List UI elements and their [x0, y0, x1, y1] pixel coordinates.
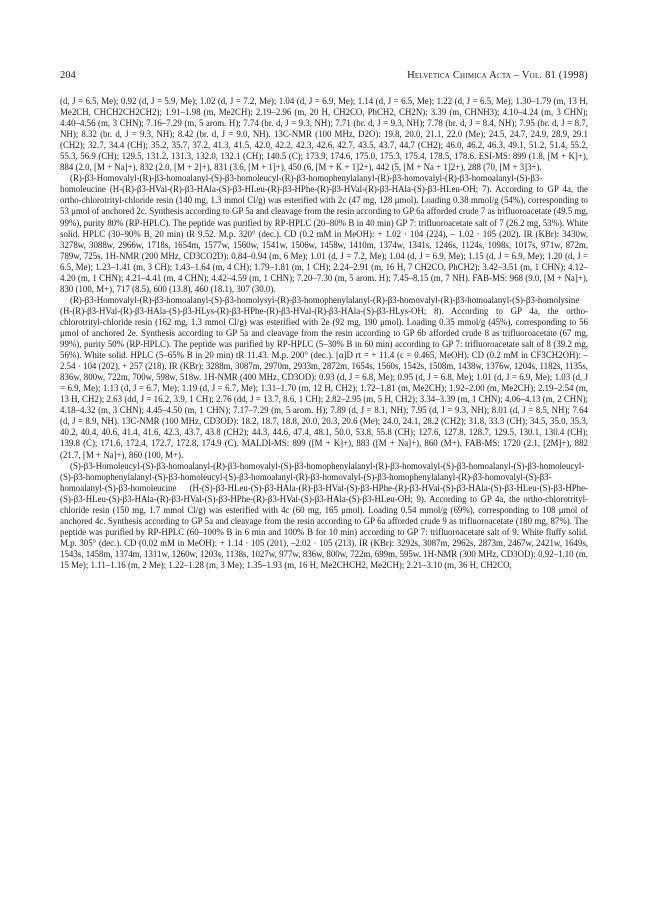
paragraph-compound-9: (S)-β3-Homoleucyl-(S)-β3-homoalanyl-(R)-β3-homovalyl-(S)-β3-homophenylalanyl-(R)-β3-homovalyl-(S)-β3-homoalanyl-(S)-β3-homoleucyl-(S)-β3-homophenylalanyl-(S)-β3-homoleucyl-(S)-β3-homoalanyl-(R)-β3-homovalyl-(S)-β3-homophenylalanyl-(R)-β3-homovalyl-(S)-β3-homoalanyl-(S)-β3-homoleucine (H-(S)-β3-HLeu-(S)-β3-HAla-(R)-β3-HVal-(S)-β3-HPhe-(R)-β3-HVal-(S)-β3-HAla-(S)-β3-HLeu-(S)-β3-HPhe-(S)-β3-HLeu-(S)-β3-HAla-(R)-β3-HVal-(S)-β3-HPhe-(R)-β3-HVal-(S)-β3-HAla-(S)-β3-HLeu-OH; 9). According to GP 4a, the ortho-chlorotrityl-chloride resin (150 mg, 1.7 mmol Cl/g) was esterified with 4c (60 mg, 165 μmol). Loading 0.54 mmol/g (69%), corresponding to 108 μmol of anchored 4c. Synthesis according to GP 5a and cleavage from the resin according to GP 6a afforded crude 9 as trifluoroacetate (180 mg, 87%). The peptide was purified by RP-HPLC (60–100% B in 6 min and 100% B for 10 min) according to GP 7: trifluoroacetate salt of 9. White fluffy solid. M.p. 305° (dec.). CD (0.02 mM in MeOH): + 1.14 · 105 (201), –2.02 · 105 (213). IR (KBr): 3292s, 3087m, 2962s, 2873m, 2467w, 2421w, 1649s, 1543s, 1458m, 1374m, 1311w, 1260w, 1203s, 1138s, 1027w, 977w, 836w, 800w, 722m, 699m, 595w. 1H-NMR (300 MHz, CD3OD): 0.92–1.10 (m, 15 Me); 1.11–1.16 (m, 2 Me); 1.22–1.28 (m, 3 Me); 1.35–1.93 (m, 16 H, Me2CHCH2, Me2CH); 2.21–3.10 (m, 36 H, CH2CO, [60, 460, 588, 570]
article-body [60, 96, 588, 571]
paragraph-compound-8: (R)-β3-Homovalyl-(R)-β3-homoalanyl-(S)-β3-homolysyl-(R)-β3-homophenylalanyl-(R)-β3-homovalyl-(R)-β3-homoalanyl-(S)-β3-homolysine (H-(R)-β3-HVal-(R)-β3-HAla-(S)-β3-HLys-(R)-β3-HPhe-(R)-β3-HVal-(R)-β3-HAla-(S)-β3-HLys-OH; 8). According to GP 4a, the ortho-chlorotrityl-chloride resin (162 mg, 1.3 mmol Cl/g) was esterified with 2e (92 mg, 190 μmol). Loading 0.35 mmol/g (45%), corresponding to 56 μmol of anchored 2e. Synthesis according to GP 5a and cleavage from the resin according to GP 6b afforded crude 8 as trifluoroacetate (67 mg, 99%), purity 50% (RP-HPLC). The peptide was purified by RP-HPLC (5–30% B in 60 min) according to GP 7: trifluoroacetate salt of 8 (39.2 mg, 56%). White solid. HPLC (5–65% B in 20 min) tR 11.43. M.p. 200° (dec.). [α]D rt = + 11.4 (c = 0.465, MeOH). CD (0.2 mM in CF3CH2OH): –2.54 · 104 (202), + 257 (218). IR (KBr): 3288m, 3087m, 2970m, 2933m, 2872m, 1654s, 1560s, 1542s, 1508m, 1438w, 1376w, 1204s, 1182s, 1135s, 836w, 800w, 722m, 700w, 598w, 518w. 1H-NMR (400 MHz, CD3OD): 0.93 (d, J = 6.8, Me); 0.95 (d, J = 6.8, Me); 1.01 (d, J = 6.9, Me); 1.03 (d, J = 6.9, Me); 1.13 (d, J = 6.7, Me); 1.19 (d, J = 6.7, Me); 1.31–1.70 (m, 12 H, CH2); 1.72–1.81 (m, Me2CH); 1.92–2.00 (m, Me2CH); 2.19–2.54 (m, 13 H, CH2); 2.63 (dd, J = 16.2, 3.9, 1 CH); 2.76 (dd, J = 13.7, 8.6, 1 CH); 2.82–2.95 (m, 5 H, CH2); 3.34–3.39 (m, 1 CHN); 4.06–4.13 (m, 2 CHN); 4.18–4.32 (m, 3 CHN); 4.45–4.50 (m, 1 CHN); 7.17–7.29 (m, 5 arom. H); 7.89 (d, J = 8.1, NH); 7.95 (d, J = 9.3, NH); 8.01 (d, J = 8.5, NH); 7.64 (d, J = 8.9, NH). 13C-NMR (100 MHz, CD3OD): 18.2, 18.7, 18.8, 20.0, 20.3, 20.6 (Me); 24.0, 24.1, 28.2 (CH2); 31.8, 33.3 (CH); 34.5, 35.0, 35.3, 40.2, 40.4, 40.6, 41.4, 41.6, 42.3, 43.7, 43.8 (CH2); 44.3, 44.6, 47.4, 48.1, 50.0, 53.8, 55.8 (CH); 127.6, 127.8, 128.7, 129.5, 130.1, 130.4 (CH); 139.8 (C); 171.6, 172.4, 172.7, 172.8, 174.9 (C). MALDI-MS: 899 ([M + K]+), 883 ([M + Na]+), 860 (M+). FAB-MS: 1720 (2.1, [2M]+), 882 (21.7, [M + Na]+), 860 (100, M+). [60, 294, 588, 460]
paragraph-nmr-continuation: (d, J = 6.5, Me); 0.92 (d, J = 5.9, Me); 1.02 (d, J = 7.2, Me); 1.04 (d, J = 6.9, Me); 1.14 (d, J = 6.5, Me); 1.22 (d, J = 6.5, Me); 1.30–1.79 (m, 13 H, Me2CH, CHCH2CH2CH2); 1.91–1.98 (m, Me2CH); 2.19–2.96 (m, 20 H, CH2CO, PhCH2, CH2N); 3.39 (m, CHNH3); 4.10–4.24 (m, 3 CHN); 4.40–4.56 (m, 3 CHN); 7.16–7.29 (m, 5 arom. H); 7.74 (br. d, J = 9.3, NH); 7.71 (br. d, J = 9.3, NH); 7.78 (br. d, J = 8.4, NH); 7.95 (br. d, J = 8.7, NH); 8.32 (br. d, J = 9.3, NH); 8.42 (br. d, J = 9.0, NH). 13C-NMR (100 MHz, D2O): 19.8, 20.0, 21.1, 22.0 (Me); 24.5, 24.7, 24.9, 28.9, 29.1 (CH2); 32.7, 34.4 (CH); 35.2, 35.7, 37.2, 41.3, 41.5, 42.0, 42.2, 42.3, 42.6, 42.7, 43.5, 43.7, 44.7 (CH2); 46.0, 46.2, 46.3, 49.1, 51.2, 51.4, 55.2, 55.3, 56.9 (CH); 129.5, 131.2, 131.3, 132.0, 132.1 (CH); 140.5 (C); 173.9, 174.6, 175.0, 175.3, 175.4, 178.5, 178.6. ESI-MS: 899 (1.8, [M + K]+), 884 (2.0, [M + Na]+), 832 (2.0, [M + 2]+), 831 (3.6, [M + 1]+), 450 (6, [M + K + 1]2+), 442 (5, [M + Na + 1]2+), 288 (70, [M + 3]3+). [60, 96, 588, 173]
paragraph-compound-7: (R)-β3-Homovalyl-(R)-β3-homoalanyl-(S)-β3-homoleucyl-(R)-β3-homophenylalanyl-(R)-β3-homovalyl-(R)-β3-homoalanyl-(S)-β3-homoleucine (H-(R)-β3-HVal-(R)-β3-HAla-(S)-β3-HLeu-(R)-β3-HPhe-(R)-β3-HVal-(R)-β3-HAla-(S)-β3-HLeu-OH; 7). According to GP 4a, the ortho-chlorotrityl-chloride resin (140 mg, 1.3 mmol Cl/g) was esterified with 2c (47 mg, 128 μmol). Loading 0.38 mmol/g (54%), corresponding to 53 μmol of anchored 2c. Synthesis according to GP 5a and cleavage from the resin according to GP 6a afforded crude 7 as trifluoroacetate (49.5 mg, 99%), purity 80% (RP-HPLC). The peptide was purified by RP-HPLC (20–80% B in 40 min) GP 7: trifluoroacetate salt of 7 (26.2 mg, 53%). White solid. HPLC (30–90% B, 20 min) tR 9.52. M.p. 320° (dec.). CD (0.2 mM in MeOH): + 1.02 · 104 (224), – 1.02 · 105 (202). IR (KBr): 3430w, 3278w, 3088w, 2966w, 1718s, 1654m, 1577w, 1560w, 1541w, 1506w, 1458w, 1410m, 1374w, 1341s, 1246s, 1124s, 1098s, 1017s, 971w, 872m, 789w, 725s. 1H-NMR (200 MHz, CD3CO2D): 0.84–0.94 (m, 6 Me); 1.01 (d, J = 7.2, Me); 1.04 (d, J = 6.9, Me); 1.15 (d, J = 6.9, Me); 1.20 (d, J = 6.5, Me); 1.23–1.41 (m, 3 CH); 1.43–1.64 (m, 4 CH); 1.79–1.81 (m, 1 CH); 2.24–2.91 (m, 16 H, 7 CH2CO, PhCH2); 3.42–3.51 (m, 1 CHN); 4.12–4.20 (m, 1 CHN); 4.21–4.41 (m, 4 CHN); 4.42–4.59 (m, 1 CHN); 7.20–7.30 (m, 5 arom. H); 7.45–8.15 (m, 7 NH). FAB-MS: 968 (9.0, [M + Na]+), 830 (100, M+), 717 (8.5), 600 (13.8), 460 (18.1), 307 (30.0). [60, 173, 588, 294]
journal-title: Helvetica Chimica Acta – Vol. 81 (1998) [407, 70, 588, 81]
page-number: 204 [60, 70, 76, 81]
page-header [60, 70, 588, 84]
